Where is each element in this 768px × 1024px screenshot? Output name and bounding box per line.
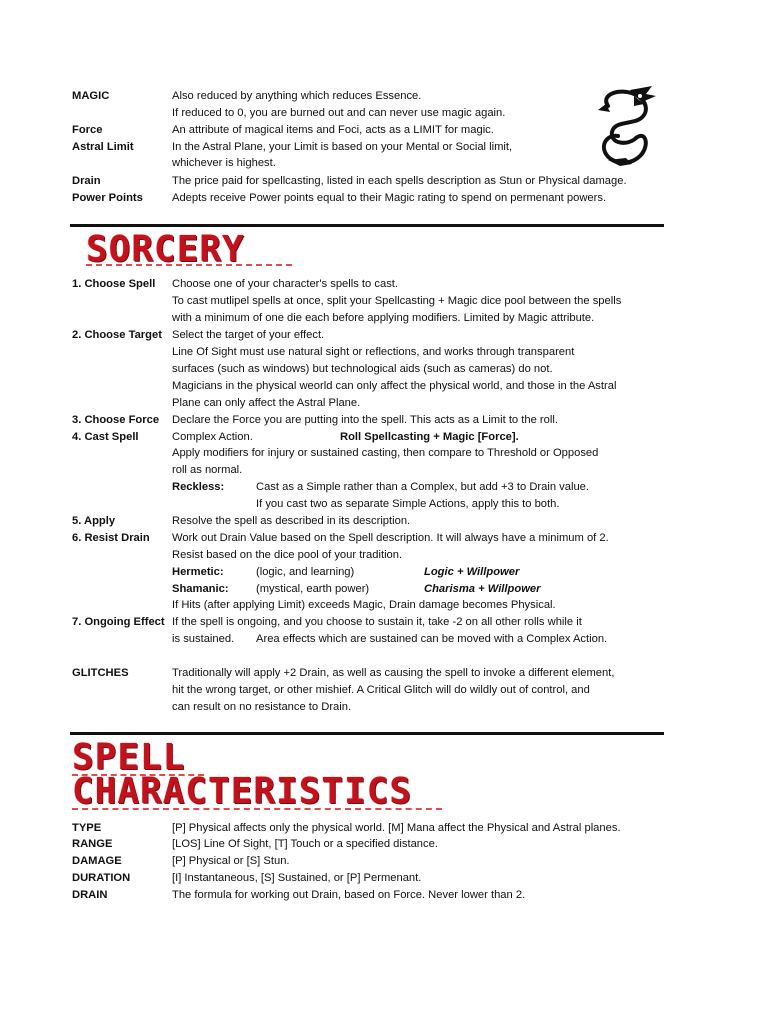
step-label: GLITCHES (72, 667, 129, 679)
step-text: Plane can only affect the Astral Plane. (172, 397, 361, 409)
step-label: 3. Choose Force (72, 414, 160, 426)
ongoing-row (0, 614, 768, 630)
step-text: hit the wrong target, or other mishief. A Critical Glitch will do wildly out of control, and (172, 684, 590, 696)
step-text: Magicians in the physical weorld can only affect the physical world, and those in the Astral (172, 380, 617, 392)
characteristic-row (0, 887, 768, 903)
step-row (0, 327, 768, 343)
roll-formula: Roll Spellcasting + Magic [Force]. (340, 431, 519, 443)
characteristic-row (0, 853, 768, 869)
term-label: TYPE (72, 822, 102, 834)
step-text: Resist based on the dice pool of your tradition. (172, 549, 403, 561)
heading-underline (86, 264, 292, 266)
step-label: 6. Resist Drain (72, 532, 150, 544)
characteristic-row (0, 836, 768, 852)
step-label: 1. Choose Spell (72, 278, 156, 290)
term-text: The price paid for spellcasting, listed in each spells description as Stun or Physical damage. (172, 175, 627, 187)
characteristic-row (0, 820, 768, 836)
tradition-name: Shamanic: (172, 583, 229, 595)
ongoing-row (0, 631, 768, 647)
step-text: surfaces (such as windows) but technological aids (such as cameras) do not. (172, 363, 553, 375)
term-label: RANGE (72, 838, 113, 850)
sorcery-heading: SORCERY (86, 229, 245, 270)
spell-heading: SPELL (72, 737, 186, 778)
step-text: If the spell is ongoing, and you choose to sustain it, take -2 on all other rolls while it (172, 616, 582, 628)
step-row (0, 293, 768, 309)
step-text: To cast mutlipel spells at once, split your Spellcasting + Magic dice pool between the spells (172, 295, 622, 307)
step-row (0, 445, 768, 461)
step-text: Traditionally will apply +2 Drain, as well as causing the spell to invoke a different element, (172, 667, 615, 679)
characteristics-heading: CHARACTERISTICS (72, 771, 413, 812)
step-text: roll as normal. (172, 464, 243, 476)
power-points-row (0, 190, 768, 206)
term-label: MAGIC (72, 90, 110, 102)
step-text: with a minimum of one die each before applying modifiers. Limited by Magic attribute. (172, 312, 595, 324)
tradition-row (0, 564, 768, 580)
step-text: Apply modifiers for injury or sustained casting, then compare to Threshold or Opposed (172, 447, 599, 459)
step-row (0, 412, 768, 428)
step-label: 7. Ongoing Effect (72, 616, 165, 628)
tradition-desc: (logic, and learning) (256, 566, 355, 578)
cast-spell-row (0, 429, 768, 445)
reckless-row (0, 496, 768, 512)
resist-drain-row (0, 547, 768, 563)
step-text: Area effects which are sustained can be moved with a Complex Action. (256, 633, 608, 645)
step-row (0, 310, 768, 326)
term-text: [LOS] Line Of Sight, [T] Touch or a specified distance. (172, 838, 438, 850)
glitches-row (0, 682, 768, 698)
step-text: Complex Action. (172, 431, 253, 443)
step-text: Line Of Sight must use natural sight or reflections, and works through transparent (172, 346, 575, 358)
tradition-row (0, 581, 768, 597)
step-row (0, 378, 768, 394)
term-text: [P] Physical affects only the physical world. [M] Mana affect the Physical and Astral planes. (172, 822, 621, 834)
serpent-dragon-emblem-icon (590, 86, 660, 168)
term-label: DRAIN (72, 889, 108, 901)
reckless-text: If you cast two as separate Simple Actions, apply this to both. (256, 498, 560, 510)
tradition-name: Hermetic: (172, 566, 224, 578)
term-label: DURATION (72, 872, 131, 884)
term-text: Adepts receive Power points equal to their Magic rating to spend on permenant powers. (172, 192, 607, 204)
hits-note-row (0, 597, 768, 613)
step-text: is sustained. (172, 633, 235, 645)
term-label: DAMAGE (72, 855, 122, 867)
term-text: In the Astral Plane, your Limit is based on your Mental or Social limit, (172, 141, 513, 153)
step-label: 2. Choose Target (72, 329, 162, 341)
step-text: Choose one of your character's spells to cast. (172, 278, 399, 290)
step-row (0, 344, 768, 360)
characteristic-row (0, 870, 768, 886)
step-text: can result on no resistance to Drain. (172, 701, 352, 713)
step-row (0, 462, 768, 478)
resist-drain-row (0, 530, 768, 546)
step-label: 4. Cast Spell (72, 431, 139, 443)
reckless-row (0, 479, 768, 495)
step-text: Declare the Force you are putting into the spell. This acts as a Limit to the roll. (172, 414, 558, 426)
section-divider (70, 732, 664, 735)
section-divider (70, 224, 664, 227)
glitches-row (0, 665, 768, 681)
apply-row (0, 513, 768, 529)
tradition-pool: Charisma + Willpower (424, 583, 541, 595)
term-label: Astral Limit (72, 141, 134, 153)
step-text: Work out Drain Value based on the Spell description. It will always have a minimum of 2. (172, 532, 609, 544)
step-text: Resolve the spell as described in its description. (172, 515, 411, 527)
term-text: [P] Physical or [S] Stun. (172, 855, 290, 867)
term-text: The formula for working out Drain, based on Force. Never lower than 2. (172, 889, 526, 901)
drain-row (0, 173, 768, 189)
term-text: [I] Instantaneous, [S] Sustained, or [P] Permenant. (172, 872, 422, 884)
reckless-text: Cast as a Simple rather than a Complex, but add +3 to Drain value. (256, 481, 590, 493)
term-label: Drain (72, 175, 101, 187)
term-label: Power Points (72, 192, 143, 204)
term-label: Force (72, 124, 103, 136)
reckless-label: Reckless: (172, 481, 225, 493)
step-row (0, 395, 768, 411)
tradition-pool: Logic + Willpower (424, 566, 520, 578)
step-label: 5. Apply (72, 515, 116, 527)
term-text: An attribute of magical items and Foci, acts as a LIMIT for magic. (172, 124, 494, 136)
term-text: whichever is highest. (172, 157, 276, 169)
term-text: If reduced to 0, you are burned out and can never use magic again. (172, 107, 506, 119)
step-text: Select the target of your effect. (172, 329, 325, 341)
glitches-row (0, 699, 768, 715)
step-row (0, 276, 768, 292)
tradition-desc: (mystical, earth power) (256, 583, 370, 595)
term-text: Also reduced by anything which reduces Essence. (172, 90, 422, 102)
heading-underline (72, 808, 442, 810)
step-text: If Hits (after applying Limit) exceeds Magic, Drain damage becomes Physical. (172, 599, 556, 611)
step-row (0, 361, 768, 377)
